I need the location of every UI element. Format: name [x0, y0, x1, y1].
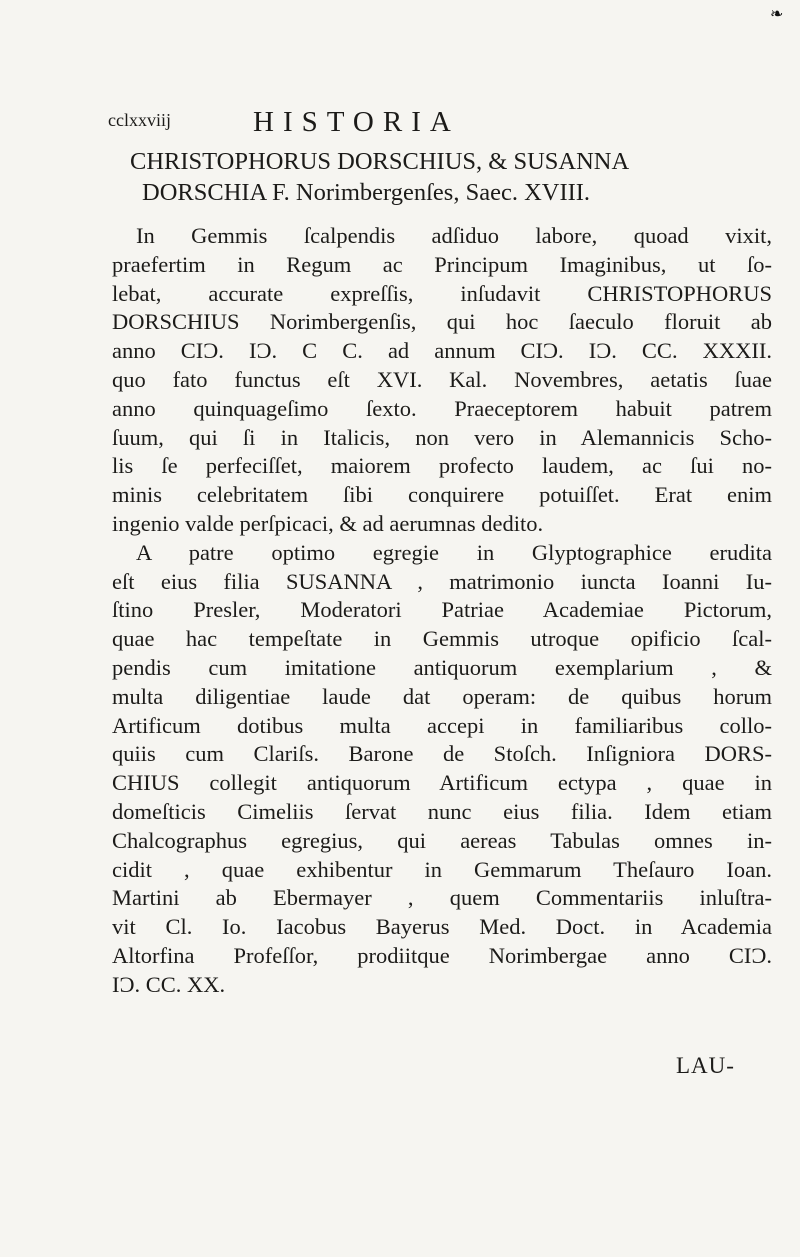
text-line: praefertim in Regum ac Principum Imaginibus, ut ſo-	[112, 251, 772, 277]
heading-line-2: DORSCHIA F. Norimbergenſes, Saec. XVIII.	[142, 179, 591, 206]
text-line: eſt eius filia SUSANNA , matrimonio iuncta Ioanni Iu-	[112, 568, 772, 594]
text-line: anno quinquageſimo ſexto. Praeceptorem habuit patrem	[112, 395, 772, 421]
text-line: ingenio valde perſpicaci, & ad aerumnas dedito.	[112, 510, 544, 536]
text-line: quo fato functus eſt XVI. Kal. Novembres, aetatis ſuae	[112, 366, 772, 392]
text-line: Martini ab Ebermayer , quem Commentariis inluſtra-	[112, 885, 772, 911]
text-line: pendis cum imitatione antiquorum exemplarium , &	[112, 654, 772, 680]
text-line: Artificum dotibus multa accepi in familiaribus collo-	[112, 712, 772, 738]
text-line: cidit , quae exhibentur in Gemmarum Theſauro Ioan.	[112, 856, 772, 882]
text-line: vit Cl. Io. Iacobus Bayerus Med. Doct. in Academia	[112, 914, 772, 940]
text-line: CHIUS collegit antiquorum Artificum ectypa , quae in	[112, 770, 772, 796]
text-line: domeſticis Cimeliis ſervat nunc eius filia. Idem etiam	[112, 798, 772, 824]
article-heading	[130, 146, 770, 208]
running-title: HISTORIA	[253, 106, 460, 138]
page-corner-mark: ❧	[770, 4, 784, 23]
text-line: quae hac tempeſtate in Gemmis utroque opificio ſcal-	[112, 626, 772, 652]
page-header	[108, 108, 678, 144]
body-text	[112, 222, 772, 1000]
text-line: A patre optimo egregie in Glyptographice erudita	[136, 539, 772, 565]
text-line: minis celebritatem ſibi conquirere potuiſſet. Erat enim	[112, 482, 772, 508]
text-line: lebat, accurate expreſſis, inſudavit CHRISTOPHORUS	[112, 280, 772, 306]
heading-line-1: CHRISTOPHORUS DORSCHIUS, & SUSANNA	[130, 148, 630, 175]
text-line: quiis cum Clariſs. Barone de Stoſch. Inſigniora DORS-	[112, 741, 772, 767]
text-line: Chalcographus egregius, qui aereas Tabulas omnes in-	[112, 827, 772, 853]
text-line: In Gemmis ſcalpendis adſiduo labore, quoad vixit,	[136, 223, 772, 248]
text-line: ſuum, qui ſi in Italicis, non vero in Alemannicis Scho-	[112, 424, 772, 450]
page-number: cclxxviij	[108, 110, 171, 130]
catchword: LAU-	[676, 1053, 735, 1078]
text-line: IƆ. CC. XX.	[112, 971, 226, 997]
text-line: ſtino Presler, Moderatori Patriae Academiae Pictorum,	[112, 597, 772, 623]
text-line: Altorfina Profeſſor, prodiitque Norimbergae anno CIƆ.	[112, 942, 772, 968]
text-line: lis ſe perfeciſſet, maiorem profecto laudem, ac ſui no-	[112, 453, 772, 479]
text-line: DORSCHIUS Norimbergenſis, qui hoc ſaeculo floruit ab	[112, 309, 772, 335]
text-line: multa diligentiae laude dat operam: de quibus horum	[112, 683, 772, 709]
text-line: anno CIƆ. IƆ. C C. ad annum CIƆ. IƆ. CC. XXXII.	[112, 338, 772, 364]
